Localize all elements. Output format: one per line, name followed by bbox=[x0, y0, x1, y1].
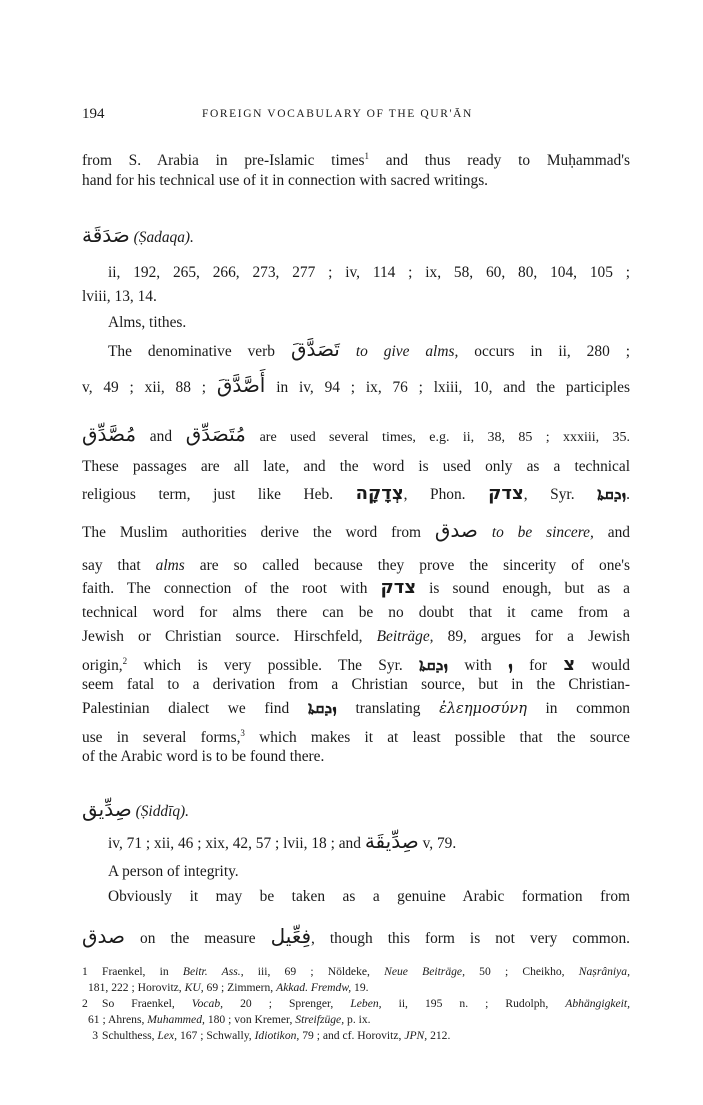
footnote-3: 3 Schulthess, Lex, 167 ; Schwally, Idiotikon, 79 ; and cf. Horovitz, JPN, 212. bbox=[92, 1029, 451, 1042]
entry-heading-siddiq bbox=[82, 797, 630, 822]
footnote-1-line-1: 1 Fraenkel, in Beitr. Ass., iii, 69 ; Nöldeke, Neue Beiträge, 50 ; Cheikho, Naṣrâniya, bbox=[82, 965, 630, 978]
intro-line-1: from S. Arabia in pre-Islamic times$^1$ and thus ready to Muḥammad's bbox=[82, 151, 630, 170]
transliteration: (Ṣadaqa). bbox=[133, 229, 194, 246]
para3-line-9: use in several forms,$^3$ which makes it at least possible that the source bbox=[82, 728, 630, 747]
meaning-siddiq: A person of integrity. bbox=[108, 863, 239, 880]
para2-line-2: religious term, just like Heb. צְדָקָה, Phon. צדק, Syr. ܙܕܩܬܐ. bbox=[82, 483, 630, 504]
references-line-2: lviii, 13, 14. bbox=[82, 288, 157, 305]
arabic-verb: تَصَدَّقَ bbox=[290, 337, 340, 361]
para1-line-2: v, 49 ; xii, 88 ; أَصَّدَّقَ in iv, 94 ; ix, 76 ; lxiii, 10, and the participles bbox=[82, 373, 630, 397]
entry-heading-sadaqa bbox=[82, 223, 630, 248]
arabic-headword: صِدِّيق bbox=[82, 797, 132, 821]
para1-line-1: The denominative verb تَصَدَّقَ to give alms, occurs in ii, 280 ; bbox=[108, 337, 630, 361]
para3-line-3: faith. The connection of the root with צדק is sound enough, but as a bbox=[82, 577, 630, 598]
para3-line-6: origin,$^2$ which is very possible. The Syr. ܙܕܩܬܐ with ܙ for צ would bbox=[82, 654, 630, 676]
para3-line-8: Palestinian dialect we find ܙܕܩܬܐ translating ἐλεημοσύνη in common bbox=[82, 698, 630, 717]
para4-line-2: صدق on the measure فِعِّيل, though this form is not very common. bbox=[82, 924, 630, 948]
para3-line-7: seem fatal to a derivation from a Christian source, but in the Christian- bbox=[82, 676, 630, 693]
greek-term: ἐλεημοσύνη bbox=[439, 701, 527, 717]
para3-line-1: The Muslim authorities derive the word from صدق to be sincere, and bbox=[82, 518, 630, 542]
para4-line-1: Obviously it may be taken as a genuine Arabic formation from bbox=[108, 888, 630, 905]
running-title: FOREIGN VOCABULARY OF THE QUR'ĀN bbox=[202, 108, 473, 120]
para3-line-5: Jewish or Christian source. Hirschfeld, Beiträge, 89, argues for a Jewish bbox=[82, 628, 630, 645]
transliteration: (Ṣiddīq). bbox=[135, 803, 190, 820]
meaning: Alms, tithes. bbox=[108, 314, 187, 331]
references-line-1: ii, 192, 265, 266, 273, 277 ; iv, 114 ; ix, 58, 60, 80, 104, 105 ; bbox=[108, 264, 630, 281]
footnote-ref: 1 bbox=[364, 151, 370, 161]
arabic-headword: صَدَقَة bbox=[82, 223, 130, 247]
page-number: 194 bbox=[82, 106, 105, 122]
intro-line-2: hand for his technical use of it in connection with sacred writings. bbox=[82, 172, 489, 189]
page-header bbox=[82, 106, 630, 126]
footnote-2-line-1: 2 So Fraenkel, Vocab, 20 ; Sprenger, Leben, ii, 195 n. ; Rudolph, Abhängigkeit, bbox=[82, 997, 630, 1010]
para3-line-10: of the Arabic word is to be found there. bbox=[82, 748, 325, 765]
footnote-1-line-2: 181, 222 ; Horovitz, KU, 69 ; Zimmern, Akkad. Fremdw, 19. bbox=[88, 981, 369, 994]
para3-line-4: technical word for alms there can be no doubt that it came from a bbox=[82, 604, 630, 621]
para2-line-1: These passages are all late, and the word is used only as a technical bbox=[82, 458, 630, 475]
para1-line-3: مُصَّدِّق and مُتَصَدِّق are used several times, e.g. ii, 38, 85 ; xxxiii, 35. bbox=[82, 422, 630, 446]
para3-line-2: say that alms are so called because they prove the sincerity of one's bbox=[82, 557, 630, 574]
references-siddiq: iv, 71 ; xii, 46 ; xix, 42, 57 ; lvii, 18 ; and صِدِّيقَة v, 79. bbox=[108, 829, 457, 853]
footnote-2-line-2: 61 ; Ahrens, Muhammed, 180 ; von Kremer, Streifzüge, p. ix. bbox=[88, 1013, 371, 1026]
